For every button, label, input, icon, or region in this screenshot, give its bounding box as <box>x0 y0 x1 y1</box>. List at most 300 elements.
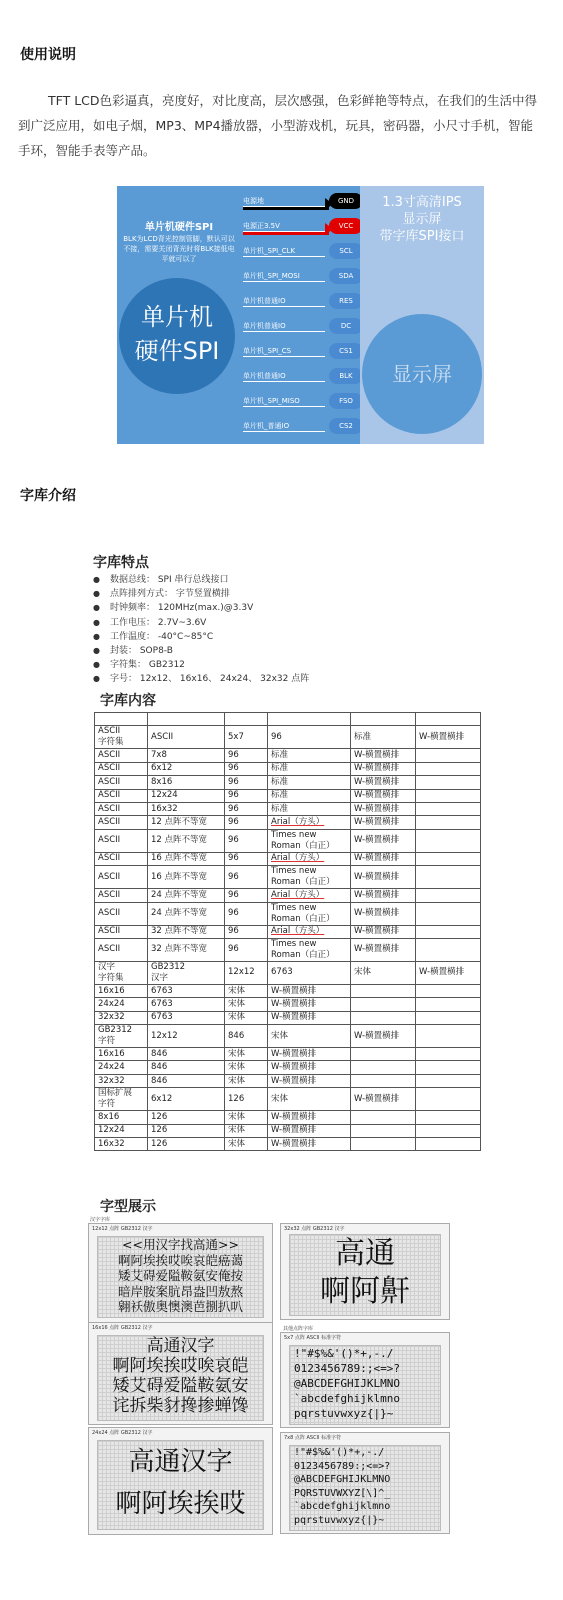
pin-label: 单片机_SPI_MISO <box>243 397 300 405</box>
table-cell: W-横置横排 <box>351 802 416 815</box>
table-cell: 宋体 <box>225 998 268 1011</box>
table-cell: 标准 <box>268 776 351 789</box>
table-cell: 宋体 <box>225 1061 268 1074</box>
pin-label: 单片机_SPI_CS <box>243 347 292 355</box>
table-cell: ASCII <box>95 938 148 961</box>
table-cell: ASCII <box>95 789 148 802</box>
pin-name: SCL <box>329 243 363 259</box>
pin-wire <box>243 206 329 210</box>
glyph-line: 高通 <box>335 1236 395 1271</box>
pin-wire <box>243 381 329 385</box>
table-row <box>95 925 481 938</box>
display-title <box>360 194 484 245</box>
table-cell <box>416 902 481 925</box>
font-content-table <box>94 712 481 1151</box>
table-cell: 标准 <box>351 726 416 749</box>
table-cell: 7x8 <box>148 749 225 762</box>
table-cell: 汉字 字符集 <box>95 961 148 984</box>
table-cell: 标准 <box>268 789 351 802</box>
table-cell: W-横置横排 <box>268 984 351 997</box>
table-row <box>95 984 481 997</box>
blk-note: BLK为LCD背光控制管脚，默认可以不接，需要关闭背光时将BLK接低电平就可以了 <box>123 235 235 263</box>
table-cell: 96 <box>225 749 268 762</box>
table-cell <box>416 1088 481 1111</box>
pin-label: 单片机普通IO <box>243 322 286 330</box>
pin-name: BLK <box>329 368 363 384</box>
table-cell: 96 <box>225 829 268 852</box>
panel-7x8 <box>280 1432 450 1534</box>
table-row <box>95 998 481 1011</box>
pin-wire <box>243 281 329 285</box>
table-cell: 32x32 <box>95 1011 148 1024</box>
glyph-line: 翱袄傲奥懊澳芭捌扒叭 <box>117 1299 243 1314</box>
pin-name: FSO <box>329 393 363 409</box>
table-cell <box>416 889 481 902</box>
feature-item: ● 工作温度： -40°C~85°C <box>93 630 393 644</box>
table-cell: W-横置横排 <box>268 1138 351 1151</box>
table-cell: W-横置横排 <box>351 938 416 961</box>
table-cell: W-横置横排 <box>268 1074 351 1087</box>
table-cell: 24 点阵不等宽 <box>148 889 225 902</box>
table-cell: ASCII <box>95 852 148 865</box>
table-cell: 标准 <box>268 802 351 815</box>
table-cell: W-横置横排 <box>268 1111 351 1124</box>
glyph-line: 暗岸胺案肮昂盎凹敖熬 <box>117 1283 243 1299</box>
table-cell <box>148 713 225 726</box>
table-cell <box>351 998 416 1011</box>
table-cell <box>416 866 481 889</box>
table-cell <box>416 802 481 815</box>
glyph-line: !"#$%&'()*+,-./ <box>294 1447 385 1458</box>
pin-row-3 <box>241 267 360 285</box>
table-cell: 96 <box>225 789 268 802</box>
mcu-title: 单片机硬件SPI <box>144 222 214 233</box>
table-cell: 标准 <box>268 749 351 762</box>
glyph-line: 高通汉字 <box>146 1336 215 1356</box>
table-cell <box>416 925 481 938</box>
table-cell: 标准 <box>268 762 351 775</box>
mcu-circle-line1: 单片机 <box>141 303 213 331</box>
mcu-circle <box>119 278 235 394</box>
glyphs-12x12 <box>97 1236 264 1318</box>
table-cell: 6x12 <box>148 762 225 775</box>
glyphs-7x8 <box>289 1445 441 1531</box>
table-cell: 宋体 <box>225 1011 268 1024</box>
glyph-line: pqrstuvwxyz{|}~ <box>294 1514 385 1526</box>
table-cell: 16x16 <box>95 984 148 997</box>
table-row <box>95 1048 481 1061</box>
feature-item: ● 工作电压： 2.7V~3.6V <box>93 616 393 630</box>
table-cell: W-横置横排 <box>416 726 481 749</box>
table-cell <box>416 1061 481 1074</box>
table-cell: 6763 <box>268 961 351 984</box>
table-cell <box>416 938 481 961</box>
table-cell: ASCII <box>95 816 148 829</box>
pin-name: VCC <box>329 218 363 234</box>
table-cell <box>416 776 481 789</box>
table-cell: ASCII <box>95 902 148 925</box>
font-content-title: 字库内容 <box>100 693 156 709</box>
table-cell: 12x12 <box>148 1025 225 1048</box>
pin-row-7 <box>241 367 360 385</box>
table-cell <box>416 1138 481 1151</box>
panel-12x12-caption: 12x12 点阵 GB2312 汉字 <box>92 1226 153 1232</box>
table-cell: GB2312 字符 <box>95 1025 148 1048</box>
pin-name: GND <box>329 193 363 209</box>
table-cell: 846 <box>148 1061 225 1074</box>
table-cell: W-横置横排 <box>268 998 351 1011</box>
pin-label: 单片机普通IO <box>243 372 286 380</box>
table-cell: W-横置横排 <box>351 776 416 789</box>
table-cell: 16x16 <box>95 1048 148 1061</box>
pin-label: 电源正3.5V <box>243 222 280 230</box>
table-cell <box>351 1048 416 1061</box>
table-row <box>95 762 481 775</box>
pin-wire <box>243 256 329 260</box>
table-cell: 32 点阵不等宽 <box>148 925 225 938</box>
table-cell: 12 点阵不等宽 <box>148 816 225 829</box>
table-cell <box>416 762 481 775</box>
pin-wire <box>243 306 329 310</box>
table-cell: W-横置横排 <box>351 925 416 938</box>
table-row <box>95 776 481 789</box>
table-cell <box>351 1138 416 1151</box>
table-cell: ASCII <box>148 726 225 749</box>
table-cell: 96 <box>225 816 268 829</box>
table-cell: 16x32 <box>148 802 225 815</box>
panel-16x16 <box>88 1322 273 1425</box>
table-cell: 126 <box>148 1124 225 1137</box>
panel-32x32 <box>280 1223 450 1320</box>
table-row <box>95 816 481 829</box>
pin-row-6 <box>241 342 360 360</box>
table-cell: 846 <box>148 1074 225 1087</box>
table-cell: W-横置横排 <box>351 829 416 852</box>
table-cell: 96 <box>225 938 268 961</box>
glyph-line: 啊阿埃挨哎 <box>115 1489 246 1519</box>
table-cell: 宋体 <box>351 961 416 984</box>
table-cell: Times new Roman（白正） <box>268 938 351 961</box>
table-cell: 846 <box>225 1025 268 1048</box>
table-cell <box>351 1074 416 1087</box>
table-row <box>95 852 481 865</box>
table-cell <box>351 713 416 726</box>
table-cell: ASCII <box>95 802 148 815</box>
table-cell <box>416 829 481 852</box>
pin-name: DC <box>329 318 363 334</box>
glyph-line: 诧拆柴豺搀掺蝉馋 <box>112 1396 249 1416</box>
table-row <box>95 961 481 984</box>
table-cell <box>416 852 481 865</box>
glyphs-16x16 <box>97 1335 264 1421</box>
table-cell <box>351 1111 416 1124</box>
table-cell: 16 点阵不等宽 <box>148 866 225 889</box>
feature-item: ● 数据总线： SPI 串行总线接口 <box>93 573 393 587</box>
table-cell: 宋体 <box>225 1124 268 1137</box>
display-title-line3: 带字库SPI接口 <box>379 229 465 244</box>
display-title-line1: 1.3寸高清IPS <box>382 195 462 210</box>
table-row <box>95 1124 481 1137</box>
pin-name: RES <box>329 293 363 309</box>
table-cell: 24 点阵不等宽 <box>148 902 225 925</box>
pin-wire <box>243 356 329 360</box>
table-cell: ASCII <box>95 889 148 902</box>
table-cell: 12x24 <box>148 789 225 802</box>
table-cell <box>416 1124 481 1137</box>
table-row <box>95 789 481 802</box>
table-cell: W-横置横排 <box>351 1088 416 1111</box>
display-panel <box>360 186 484 444</box>
table-cell: 6763 <box>148 998 225 1011</box>
panel-24x24 <box>88 1427 273 1535</box>
table-cell <box>416 1111 481 1124</box>
table-cell <box>416 713 481 726</box>
table-row <box>95 1111 481 1124</box>
table-row <box>95 749 481 762</box>
table-cell: 32x32 <box>95 1074 148 1087</box>
pin-row-1 <box>241 217 360 235</box>
table-cell: 96 <box>268 726 351 749</box>
table-cell <box>416 816 481 829</box>
pin-name: CS2 <box>329 418 363 434</box>
table-cell: 24x24 <box>95 998 148 1011</box>
table-cell: 16x32 <box>95 1138 148 1151</box>
table-cell: Arial（方头） <box>268 925 351 938</box>
table-row <box>95 726 481 749</box>
table-cell <box>416 789 481 802</box>
table-cell: ASCII <box>95 925 148 938</box>
feature-item: ● 点阵排列方式： 字节竖置横排 <box>93 587 393 601</box>
table-cell: 96 <box>225 925 268 938</box>
table-cell: 96 <box>225 902 268 925</box>
pin-name: SDA <box>329 268 363 284</box>
feature-item: ● 字符集： GB2312 <box>93 658 393 672</box>
glyph-line: @ABCDEFGHIJKLMNO <box>294 1474 391 1486</box>
table-cell: ASCII <box>95 829 148 852</box>
table-row <box>95 1074 481 1087</box>
pin-row-8 <box>241 392 360 410</box>
table-cell <box>416 1074 481 1087</box>
feature-item: ● 字号： 12x12、 16x16、 24x24、 32x32 点阵 <box>93 672 393 686</box>
table-row <box>95 802 481 815</box>
font-features-title: 字库特点 <box>93 555 149 571</box>
table-row <box>95 1061 481 1074</box>
table-cell: Times new Roman（白正） <box>268 866 351 889</box>
display-circle <box>362 314 482 434</box>
glyph-line: 啊阿埃挨哎唉哀皑 <box>112 1356 249 1376</box>
pin-row-5 <box>241 317 360 335</box>
table-cell <box>416 749 481 762</box>
glyph-line: `abcdefghijklmno <box>294 1392 400 1405</box>
table-cell: 12x24 <box>95 1124 148 1137</box>
table-row <box>95 829 481 852</box>
font-features-list <box>93 573 393 687</box>
feature-item: ● 封装： SOP8-B <box>93 644 393 658</box>
table-cell: Times new Roman（白正） <box>268 829 351 852</box>
display-circle-label: 显示屏 <box>392 362 452 386</box>
table-cell: W-横置横排 <box>351 762 416 775</box>
glyph-line: 矮艾碍爱隘鞍氨安 <box>112 1376 249 1396</box>
table-cell: 宋体 <box>225 984 268 997</box>
table-cell: 846 <box>148 1048 225 1061</box>
table-cell: 6763 <box>148 1011 225 1024</box>
table-cell: 96 <box>225 802 268 815</box>
table-cell <box>351 1124 416 1137</box>
pin-label: 单片机_普通IO <box>243 422 290 430</box>
display-title-line2: 显示屏 <box>402 212 442 227</box>
table-cell: ASCII 字符集 <box>95 726 148 749</box>
table-cell: 8x16 <box>148 776 225 789</box>
panel-5x7-caption: 5x7 点阵 ASCII 标准字符 <box>284 1335 342 1341</box>
table-cell: 12 点阵不等宽 <box>148 829 225 852</box>
table-cell: 24x24 <box>95 1061 148 1074</box>
pin-wire <box>243 406 329 410</box>
glyph-line: !"#$%&'()*+,-./ <box>294 1347 394 1360</box>
table-cell: Arial（方头） <box>268 852 351 865</box>
table-row <box>95 1025 481 1048</box>
table-cell <box>225 713 268 726</box>
glyph-line: 0123456789:;<=>? <box>294 1362 400 1375</box>
table-cell: W-横置横排 <box>268 1061 351 1074</box>
glyphs-32x32 <box>289 1234 441 1316</box>
section-title-usage: 使用说明 <box>20 47 76 63</box>
panel-header-hanzi: 汉字字库 <box>90 1217 111 1223</box>
table-cell: 96 <box>225 762 268 775</box>
table-cell: 96 <box>225 889 268 902</box>
table-cell <box>416 998 481 1011</box>
panel-header-other: 其他点阵字库 <box>283 1326 314 1332</box>
table-cell: W-横置横排 <box>351 789 416 802</box>
table-cell: W-横置横排 <box>268 1048 351 1061</box>
table-cell: Arial（方头） <box>268 816 351 829</box>
font-display-title: 字型展示 <box>100 1199 156 1215</box>
glyph-line: 高通汉字 <box>128 1447 233 1477</box>
pin-row-4 <box>241 292 360 310</box>
table-cell: 96 <box>225 866 268 889</box>
table-cell: W-横置横排 <box>351 866 416 889</box>
table-cell: 96 <box>225 852 268 865</box>
table-cell: 126 <box>148 1138 225 1151</box>
pin-wire <box>243 331 329 335</box>
table-cell <box>351 1061 416 1074</box>
panel-32x32-caption: 32x32 点阵 GB2312 汉字 <box>284 1226 345 1232</box>
pin-wire <box>243 431 329 435</box>
glyph-line: 0123456789:;<=>? <box>294 1460 391 1472</box>
glyph-line: @ABCDEFGHIJKLMNO <box>294 1377 400 1390</box>
table-cell: 126 <box>225 1088 268 1111</box>
pin-row-0 <box>241 192 360 210</box>
table-cell: W-横置横排 <box>351 902 416 925</box>
table-row <box>95 713 481 726</box>
table-cell: 宋体 <box>225 1074 268 1087</box>
panel-24x24-caption: 24x24 点阵 GB2312 汉字 <box>92 1430 153 1436</box>
table-cell <box>95 713 148 726</box>
table-row <box>95 1138 481 1151</box>
table-row <box>95 1011 481 1024</box>
table-cell: 宋体 <box>225 1111 268 1124</box>
table-cell: 126 <box>148 1111 225 1124</box>
section-title-font-intro: 字库介绍 <box>20 488 76 504</box>
panel-12x12 <box>88 1223 273 1323</box>
glyph-line: 啊阿鼾 <box>320 1274 410 1309</box>
pin-name: CS1 <box>329 343 363 359</box>
table-cell: W-横置横排 <box>268 1011 351 1024</box>
intro-paragraph: TFT LCD色彩逼真，亮度好，对比度高，层次感强，色彩鲜艳等特点，在我们的生活中得到广泛应用，如电子烟，MP3、MP4播放器，小型游戏机，玩具，密码器，小尺寸手机，智能手环，智能手表等产品。 <box>18 93 538 158</box>
table-cell <box>416 1025 481 1048</box>
table-cell: 12x12 <box>225 961 268 984</box>
table-cell: ASCII <box>95 866 148 889</box>
table-cell: Arial（方头） <box>268 889 351 902</box>
table-cell <box>351 984 416 997</box>
table-cell: W-横置横排 <box>416 961 481 984</box>
glyphs-24x24 <box>97 1440 264 1530</box>
glyph-line: PQRSTUVWXYZ[\]^_ <box>294 1487 391 1499</box>
table-cell: 宋体 <box>225 1138 268 1151</box>
table-row <box>95 889 481 902</box>
glyph-line: pqrstuvwxyz{|}~ <box>294 1407 394 1420</box>
table-cell: ASCII <box>95 749 148 762</box>
glyph-line: `abcdefghijklmno <box>294 1501 391 1513</box>
table-cell: 6x12 <box>148 1088 225 1111</box>
glyph-line: 啊阿埃挨哎唉哀皑癌蔼 <box>117 1252 243 1268</box>
mcu-circle-line2: 硬件SPI <box>134 337 220 365</box>
table-cell: 96 <box>225 776 268 789</box>
table-cell: W-横置横排 <box>351 816 416 829</box>
feature-item: ● 时钟频率： 120MHz(max.)@3.3V <box>93 601 393 615</box>
pin-label: 电源地 <box>243 197 264 205</box>
table-cell: 6763 <box>148 984 225 997</box>
table-cell: 国标扩展 字符 <box>95 1088 148 1111</box>
table-cell: W-横置横排 <box>351 852 416 865</box>
table-cell <box>351 1011 416 1024</box>
pin-label: 单片机_SPI_MOSI <box>243 272 300 280</box>
table-cell: Times new Roman（白正） <box>268 902 351 925</box>
table-cell: 16 点阵不等宽 <box>148 852 225 865</box>
table-cell <box>416 1048 481 1061</box>
table-cell: 宋体 <box>225 1048 268 1061</box>
glyph-line: 矮艾碍爱隘鞍氨安俺按 <box>117 1268 243 1283</box>
table-cell <box>268 713 351 726</box>
mcu-panel <box>117 186 241 444</box>
pin-label: 单片机_SPI_CLK <box>243 247 296 255</box>
glyphs-5x7 <box>289 1345 441 1425</box>
table-cell: 5x7 <box>225 726 268 749</box>
table-cell: 32 点阵不等宽 <box>148 938 225 961</box>
table-cell: W-横置横排 <box>351 889 416 902</box>
table-cell: ASCII <box>95 776 148 789</box>
table-cell: 宋体 <box>268 1088 351 1111</box>
table-cell: 宋体 <box>268 1025 351 1048</box>
pin-row-9 <box>241 417 360 435</box>
pin-row-2 <box>241 242 360 260</box>
glyph-line: <<用汉字找高通>> <box>122 1237 239 1252</box>
table-row <box>95 938 481 961</box>
table-row <box>95 866 481 889</box>
wiring-diagram <box>117 186 484 444</box>
table-cell <box>416 984 481 997</box>
table-row <box>95 1088 481 1111</box>
table-row <box>95 902 481 925</box>
table-cell: 8x16 <box>95 1111 148 1124</box>
table-cell: GB2312 汉字 <box>148 961 225 984</box>
panel-7x8-caption: 7x8 点阵 ASCII 标准字符 <box>284 1435 342 1441</box>
table-cell: ASCII <box>95 762 148 775</box>
panel-5x7 <box>280 1332 450 1428</box>
table-cell: W-横置横排 <box>351 1025 416 1048</box>
table-cell: W-横置横排 <box>351 749 416 762</box>
pin-wire <box>243 231 329 235</box>
table-cell <box>416 1011 481 1024</box>
